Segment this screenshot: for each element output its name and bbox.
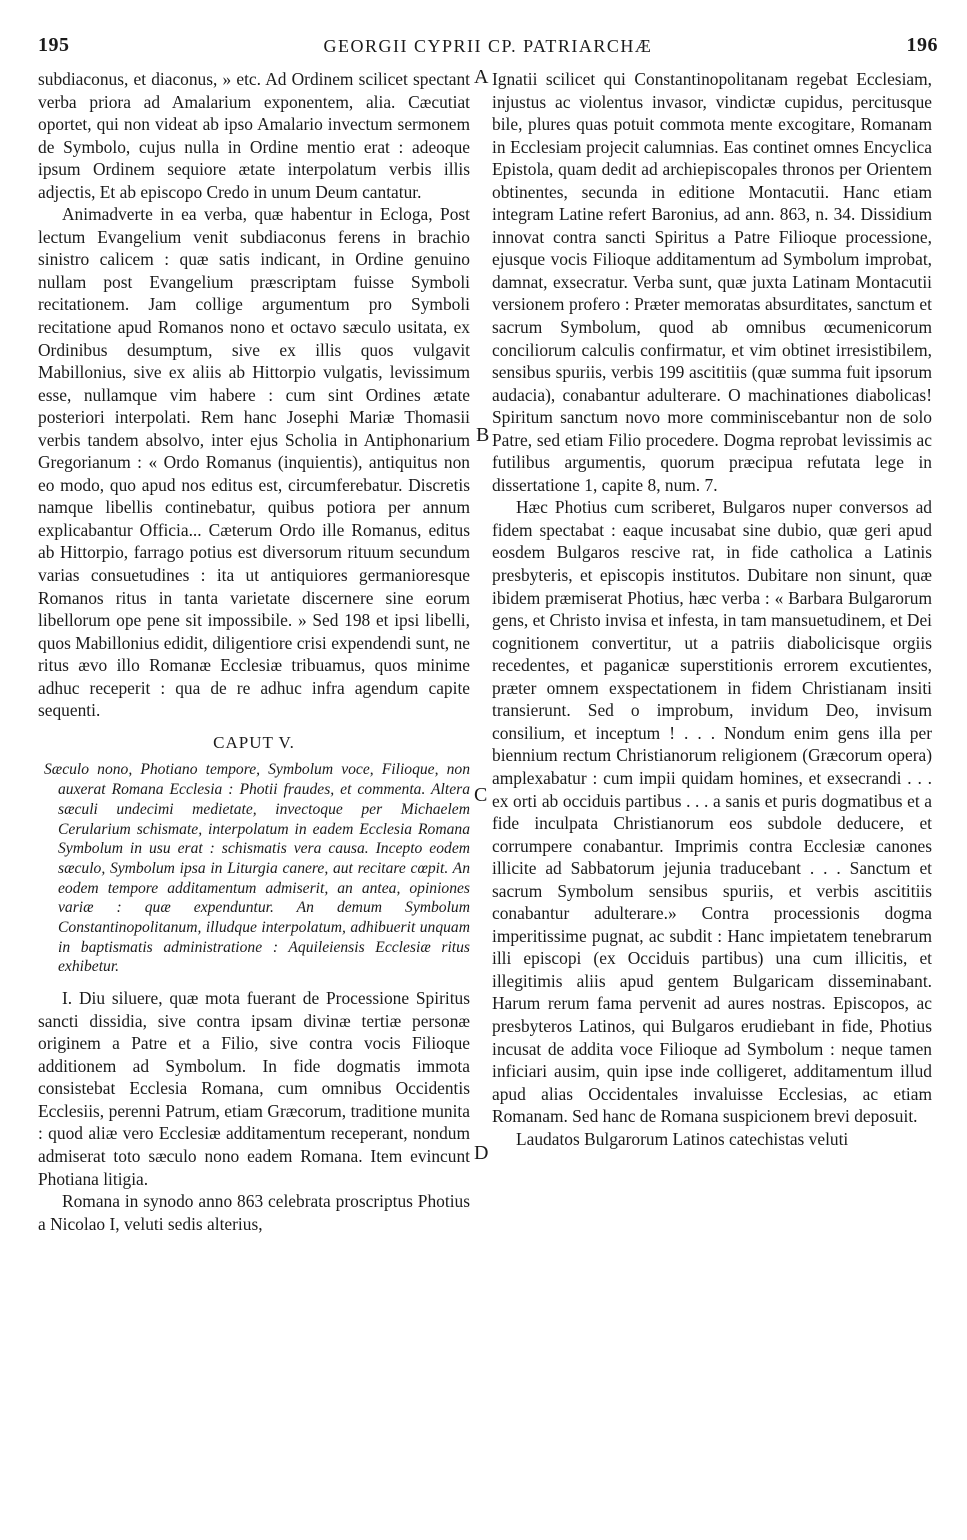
chapter-heading: CAPUT V. [213,732,295,752]
running-title: GEORGII CYPRII CP. PATRIARCHÆ [323,36,653,56]
right-paragraph-2: Hæc Photius cum scriberet, Bulgaros nuper conversos ad fidem spectabat : eaque incusabat sine dubio, quæ geri apud eosdem Bulgaros rescive rat, in fide catholica a Latinis presbyteris, et episcopis institutos. Dubitare non sinunt, quæ ibidem præmiserat Photius, hæc verba : « Barbara Bulgarorum gens, et Christo invisa et infesta, in tam mansuetudinem, et Dei cognitionem convertitur, ut a patriis diabolicisque orgiis recedentes, et paganicæ superstitionis errorem excutientes, præter omnem exspectationem in fidem Christianam insiti transierunt. Sed o improbum, invidum Deo, invisum consilium, et inceptum ! . . . Nondum enim gens illa per biennium rectum Christianorum religionem (Græcorum opera) amplexabatur : cum impii quidam homines, et exsecrandi . . . ex orti ab occiduis partibus . . . a sanis et puris dogmatibus et a fide inculpata Christianorum eos subdole deducere, et corrumpere conabantur. Imprimis contra Ecclesiæ canones illicite ad Sabbatorum jejunia traducebant . . . Sanctum et sacrum Symbolum sensibus spuriis, et verbis ascititiis conabantur adulterare.» Contra processionis dogma imperitissime pugnat, ac subdit : Hanc impietatem tenebrarum illi episcopi (ex Occiduis partibus) una cum illicitis, et illegitimis aliis apud gentem Bulgaricam disseminabant. Harum rerum fama pervenit ad aures nostras. Episcopos, ac presbyteros Latinos, qui Bulgaros erudiebant in fide, Photius incusat de addita voce Filioque ad Symbolum : neque tamen inficiari ausim, quin ipse inde colligeret, additamentum illud apud alias Occidentales invaluisse Ecclesias, ac etiam Romanam. Sed hanc de Romana suspicionem brevi deposuit. [492,497,932,1127]
page-header [38,34,938,64]
section-marker-a: A [474,66,489,88]
left-paragraph-3: I. Diu siluere, quæ mota fuerant de Processione Spiritus sancti dissidia, sive contra ipsam divinæ tertiæ personæ originem a Patre et a Filio, sive contra vocis Filioque additionem ad Symbolum. In fide dogmatis immota consistebat Ecclesia Romana, cum omnibus Occidentis Ecclesiis, perenni Patrum, etiam Græcorum, traditione munita : quod aliæ vero Ecclesiæ additamentum receperant, nondum admiserat toto sæculo nono eadem Romana. Item evincunt Photiana litigia. [38,988,470,1189]
right-paragraph-1: Ignatii scilicet qui Constantinopolitanam regebat Ecclesiam, injustus ac violentus invasor, vindictæ cupidus, percitusque bile, plures quas potuit commota mente excogitare, Romanam in Ecclesiam projecit calumnias. Eas continet omnes Encyclica Epistola, quam dedit ad archiepiscopales thronos per Orientem obtinentes, secunda in editione Montacutii. Hanc etiam integram Latine refert Baronius, ad ann. 863, n. 34. Dissidium innovat contra sancti Spiritus a Patre Filioque processione, ejusque vocis Filioque additamentum ad Symbolum improbat, damnat, exsecratur. Verba sunt, quæ juxta Latinam Montacutii versionem profero : Præter memoratas absurditates, sanctum et sacrum Symbolum, quod ab omnibus œcumenicorum conciliorum calculis confirmatur, et vim obtinet irresistibilem, sensibus spuriis, verbis 199 ascititiis (quæ summa fuit ipsorum audacia), conabantur adulterare. O machinationes diabolicas! Spiritum sanctum novo more comminiscebantur non de solo Patre, sed etiam Filio procedere. Dogma reprobat levissimis ac futilibus argumentis, quorum præcipua refutata lege in dissertatione 1, capite 8, num. 7. [492,69,932,495]
section-marker-b: B [476,424,490,446]
page-number-right: 196 [906,34,938,56]
section-marker-d: D [474,1142,489,1164]
section-marker-c: C [474,784,488,806]
page-number-left: 195 [38,34,70,56]
right-column [492,68,932,1150]
left-paragraph-1: subdiaconus, et diaconus, » etc. Ad Ordinem scilicet spectant verba priora ad Amalarium exponentem, alia. Cæcutiat oportet, qui non videat ab ipso Amalario invectum sermonem de Symbolo, cujus nulla in Ordine mentio erat : adeoque ipsum Ordinem sequiore ætate interpolatum verbis illis adjectis, Et ab episcopo Credo in unum Deum cantatur. [38,69,470,202]
left-paragraph-2: Animadverte in ea verba, quæ habentur in Ecloga, Post lectum Evangelium venit subdiaconus ferens in brachio sinistro calicem : quæ satis indicant, in Ordine genuino nullam post Evangelium præscriptam fuisse Symboli recitationem. Jam collige argumentum pro Symboli recitatione apud Romanos nono et octavo sæculo usitata, ex Ordinibus desumptum, sive ex illis quos vulgavit Mabillonius, sive ex aliis ab Hittorpio vulgatis, levissimum esse, nullamque vim habere : cum sint Ordines ætate posteriori interpolati. Rem hanc Josephi Mariæ Thomasii verbis tandem absolvo, inter ejus Scholia in Antiphonarium Gregorianum : « Ordo Romanus (inquientis), antiquitus non eo modo, quo apud nos editus est, circumferebatur. Discretis namque libellis continebatur, quibus potiora per annum explicabantur Officia... Cæterum Ordo ille Romanus, editus ab Hittorpio, farrago potius est diversorum rituum secundum varias consuetudines : ita ut antiquiores germanioresque Romanos ritus in tanta varietate discernere sine eorum libellorum ope pene sit impossibile. » Sed 198 et ipsi libelli, quos Mabillonius edidit, diligentiore crisi expendendi sunt, ne ritus ævo illo Romanæ Ecclesiæ tribuamus, quos minime adhuc receperit : qua de re adhuc infra agendum capite sequenti. [38,204,470,721]
left-paragraph-4: Romana in synodo anno 863 celebrata proscriptus Photius a Nicolao I, veluti sedis alterius, [38,1191,470,1234]
chapter-summary: Sæculo nono, Photiano tempore, Symbolum voce, Filioque, non auxerat Romana Ecclesia : Photii fraudes, et commenta. Altera sæculi undecimi medietate, invectoque per Michaelem Cerularium schismate, interpolatum in eadem Ecclesia Romana Symbolum in usu erat : schismatis vera causa. Incepto eodem sæculo, Symbolum ipsa in Liturgia canere, aut recitare cœpit. An eodem tempore additamentum admiserit, an antea, opiniones variæ : quæ expenduntur. An demum Symbolum Constantinopolitanum, illudque interpolatum, adhibuerit unquam in baptismatis administratione : Aquileiensis Ecclesiæ ritus exhibetur. [44,761,470,976]
left-column [38,68,470,1235]
right-paragraph-3: Laudatos Bulgarorum Latinos catechistas veluti [516,1128,849,1149]
